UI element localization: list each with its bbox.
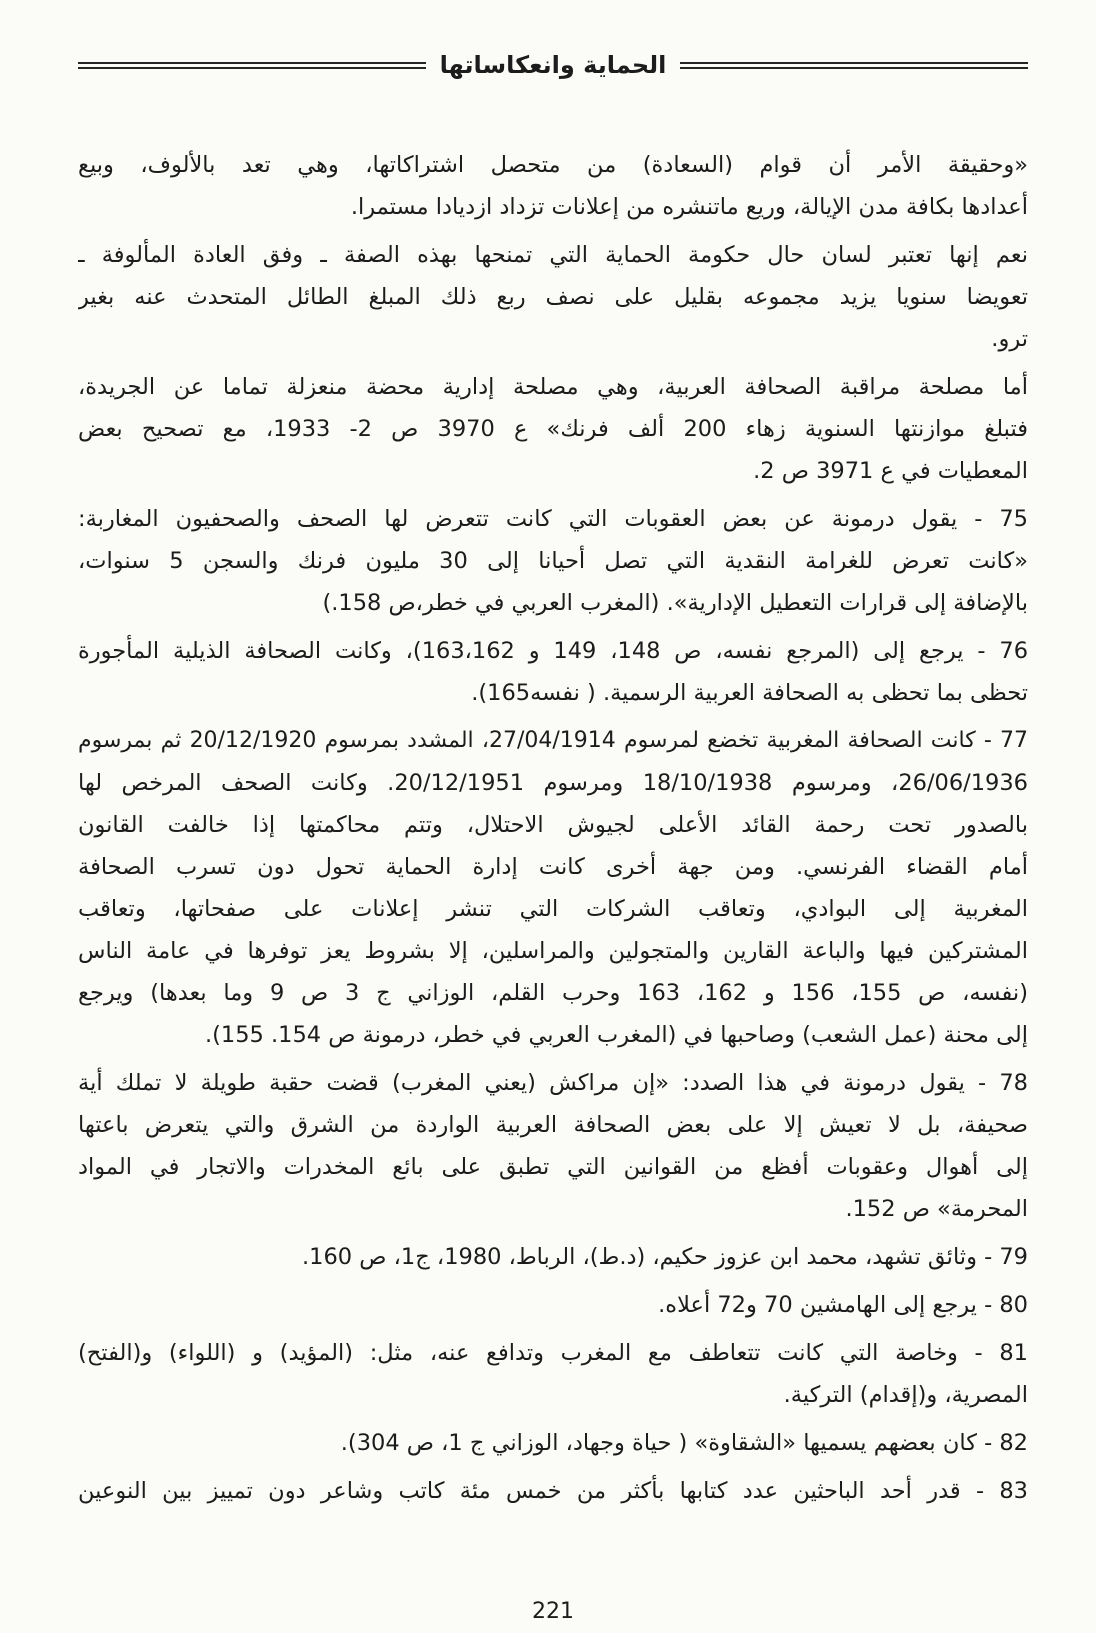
main-paragraph-1 bbox=[78, 144, 1028, 228]
footnote-77 bbox=[78, 720, 1028, 1056]
footnote-78 bbox=[78, 1062, 1028, 1230]
footnote-79 bbox=[78, 1236, 1028, 1278]
footnote-line: أمام القضاء الفرنسي. ومن جهة أخرى كانت إدارة الحماية تحول دون تسرب الصحافة bbox=[78, 854, 1028, 880]
footnote-83 bbox=[78, 1470, 1028, 1512]
header-rule-right bbox=[680, 62, 1028, 69]
text-line: أعدادها بكافة مدن الإيالة، وريع ماتنشره من إعلانات تزداد ازديادا مستمرا. bbox=[350, 194, 1028, 220]
footnote-line: 77 - كانت الصحافة المغربية تخضع لمرسوم 27/04/1914، المشدد بمرسوم 20/12/1920 ثم بمرسوم bbox=[78, 728, 1028, 753]
text-line: المعطيات في ع 3971 ص 2. bbox=[753, 458, 1028, 484]
page-number: 221 bbox=[532, 1599, 574, 1624]
footnote-line: 26/06/1936، ومرسوم 18/10/1938 ومرسوم 20/12/1951. وكانت الصحف المرخص لها bbox=[78, 770, 1028, 796]
text-line: نعم إنها تعتبر لسان حال حكومة الحماية التي تمنحها بهذه الصفة ـ وفق العادة المألوفة ـ bbox=[78, 242, 1028, 268]
footnote-line: 81 - وخاصة التي كانت تتعاطف مع المغرب وتدافع عنه، مثل: (المؤيد) و (اللواء) و(الفتح) bbox=[78, 1340, 1028, 1366]
footnote-75 bbox=[78, 498, 1028, 624]
text-line: ترو. bbox=[991, 326, 1028, 352]
footnote-line: المشتركين فيها والباعة القارين والمتجولين والمراسلين، إلا بشروط يعز توفرها في عامة الناس bbox=[78, 938, 1028, 964]
footnote-line: 75 - يقول درمونة عن بعض العقوبات التي كانت تتعرض لها الصحف والصحفيون المغاربة: bbox=[78, 506, 1028, 532]
running-header-title: الحماية وانعكاساتها bbox=[439, 51, 667, 79]
footnote-line: 82 - كان بعضهم يسميها «الشقاوة» ( حياة وجهاد، الوزاني ج 1، ص 304). bbox=[340, 1430, 1028, 1456]
footnote-line: 78 - يقول درمونة في هذا الصدد: «إن مراكش (يعني المغرب) قضت حقبة طويلة لا تملك أية bbox=[78, 1070, 1028, 1096]
footnote-line: إلى محنة (عمل الشعب) وصاحبها في (المغرب العربي في خطر، درمونة ص 154. 155). bbox=[204, 1022, 1028, 1048]
footnote-line: 83 - قدر أحد الباحثين عدد كتابها بأكثر من خمس مئة كاتب وشاعر دون تمييز بين النوعين bbox=[78, 1478, 1028, 1504]
main-paragraph-2 bbox=[78, 234, 1028, 360]
page-text bbox=[78, 144, 1028, 1512]
footnote-line: صحيفة، بل لا تعيش إلا على بعض الصحافة العربية الواردة من الشرق والتي يتعرض باعتها bbox=[78, 1112, 1028, 1138]
text-line: أما مصلحة مراقبة الصحافة العربية، وهي مصلحة إدارية محضة منعزلة تماما عن الجريدة، bbox=[78, 374, 1028, 400]
footnote-line: المصرية، و(إقدام) التركية. bbox=[783, 1382, 1028, 1408]
footnote-line: 76 - يرجع إلى (المرجع نفسه، ص 148، 149 و 163،162)، وكانت الصحافة الذيلية المأجورة bbox=[78, 638, 1028, 664]
footnote-line: «كانت تعرض للغرامة النقدية التي تصل أحيانا إلى 30 مليون فرنك والسجن 5 سنوات، bbox=[78, 548, 1028, 574]
running-header bbox=[78, 49, 1028, 81]
footnote-line: تحظى بما تحظى به الصحافة العربية الرسمية. ( نفسه165). bbox=[471, 680, 1028, 706]
footnote-81 bbox=[78, 1332, 1028, 1416]
footnote-line: 79 - وثائق تشهد، محمد ابن عزوز حكيم، (د.ط)، الرباط، 1980، ج1، ص 160. bbox=[302, 1244, 1028, 1270]
text-line: فتبلغ موازنتها السنوية زهاء 200 ألف فرنك» ع 3970 ص 2- 1933، مع تصحيح بعض bbox=[78, 416, 1028, 442]
footnote-line: (نفسه، ص 155، 156 و 162، 163 وحرب القلم، الوزاني ج 3 ص 9 وما بعدها) ويرجع bbox=[78, 980, 1028, 1006]
footnote-80 bbox=[78, 1284, 1028, 1326]
footnote-82 bbox=[78, 1422, 1028, 1464]
main-paragraph-3 bbox=[78, 366, 1028, 492]
footnote-76 bbox=[78, 630, 1028, 714]
text-line: «وحقيقة الأمر أن قوام (السعادة) من متحصل اشتراكاتها، وهي تعد بالألوف، وبيع bbox=[78, 152, 1028, 178]
header-rule-left bbox=[78, 62, 426, 69]
footnote-line: المغربية إلى البوادي، وتعاقب الشركات التي تنشر إعلانات على صفحاتها، وتعاقب bbox=[78, 896, 1028, 922]
text-line: تعويضا سنويا يزيد مجموعه بقليل على نصف ربع ذلك المبلغ الطائل المتحدث عنه بغير bbox=[78, 284, 1028, 310]
footnote-line: إلى أهوال وعقوبات أفظع من القوانين التي تطبق على بائع المخدرات والاتجار في المواد bbox=[78, 1154, 1028, 1180]
footnote-line: بالصدور تحت رحمة القائد الأعلى لجيوش الاحتلال، وتتم محاكمتها إذا خالفت القانون bbox=[78, 812, 1028, 838]
footnote-line: 80 - يرجع إلى الهامشين 70 و72 أعلاه. bbox=[658, 1292, 1028, 1318]
footnote-line: المحرمة» ص 152. bbox=[845, 1196, 1028, 1222]
footnote-line: بالإضافة إلى قرارات التعطيل الإدارية». (المغرب العربي في خطر،ص 158.) bbox=[322, 590, 1028, 616]
